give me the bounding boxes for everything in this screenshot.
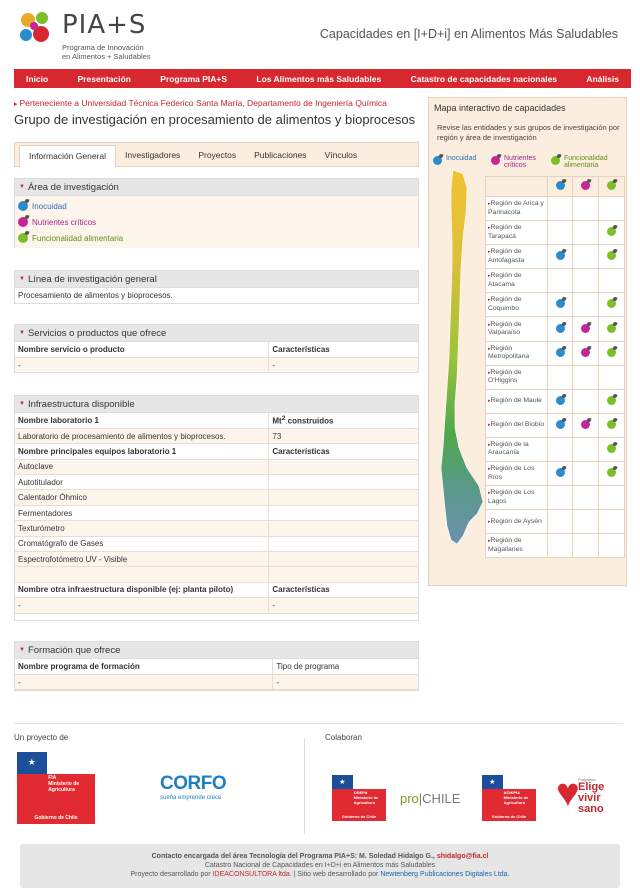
logo-title[interactable]: PIA+S [62,10,147,40]
funcionalidad-apple-icon[interactable] [607,348,616,357]
infra-col-caracteristicas: Características [269,444,418,459]
elige-vivir-sano-logo[interactable] [556,771,616,821]
catastro-line: Catastro Nacional de Capacidades en I+D+i en Alimentos más Saludables [204,862,436,869]
table-cell: - [269,598,418,613]
region-name[interactable] [486,197,548,221]
table-row [15,459,418,474]
region-cell-inocuidad [547,269,573,293]
region-name[interactable] [486,269,548,293]
inocuidad-apple-icon [556,181,565,190]
nav-catastro[interactable]: Catastro de capacidades nacionales [410,73,558,84]
footer-credits [20,844,620,888]
region-arrow-icon: ▸ [488,345,491,352]
inocuidad-apple-icon[interactable] [556,251,565,260]
table-cell: - [15,357,269,372]
table-cell: Espectrofotómetro UV - Visible [15,552,269,567]
region-table [485,176,625,558]
region-label[interactable]: Región de Arica y Parinacota [488,200,544,216]
collapse-triangle-icon: ▼ [19,276,25,282]
table-cell: - [15,598,269,613]
region-cell-inocuidad[interactable] [547,413,573,437]
region-cell-funcionalidad[interactable] [599,437,625,461]
achipia-gobierno-label: Gobierno de Chile [491,814,527,820]
region-cell-nutrientes [573,293,599,317]
region-cell-funcionalidad[interactable] [599,317,625,341]
region-cell-funcionalidad[interactable] [599,462,625,486]
region-label[interactable]: Región de Atacama [488,272,522,288]
heart-icon: ♥ [556,771,580,815]
region-cell-nutrientes [573,197,599,221]
fia-gobierno-label: Gobierno de Chile [34,815,78,822]
table-cell [269,475,418,490]
prochile-chile: |CHILE [418,791,461,806]
region-name[interactable] [486,486,548,510]
dev-mid: | Sitio web desarrollado por [293,871,379,878]
region-table-header [486,177,625,197]
region-label[interactable]: Región de Valparaíso [488,320,522,337]
infra-table [15,413,418,614]
linea-title: Línea de investigación general [27,273,157,285]
legend-label: Nutrientes críticos [504,155,536,169]
star-icon: ★ [27,757,36,768]
footer-divider [14,723,623,724]
table-cell: Autotitulador [15,475,269,490]
funcionalidad-apple-icon[interactable] [607,251,616,260]
contact-email-link[interactable]: shidalgo@fia.cl [436,853,489,860]
region-arrow-icon: ▸ [488,273,491,280]
region-name[interactable] [486,510,548,534]
region-label[interactable]: Región de Los Ríos [488,465,535,481]
tab-publicaciones[interactable]: Publicaciones [254,150,307,160]
area-title: Área de investigación [27,181,119,193]
region-row[interactable] [486,486,625,510]
region-cell-funcionalidad[interactable] [599,413,625,437]
header-inocuidad [547,177,573,197]
servicios-col-caracteristicas: Características [269,342,418,357]
odepa-gobierno-label: Gobierno de Chile [341,814,377,820]
nutrientes-apple-icon [18,217,28,227]
region-cell-nutrientes[interactable] [573,413,599,437]
site-title: Capacidades en [I+D+i] en Alimentos Más Saludables [319,27,618,41]
legend-label: Inocuidad [446,155,477,162]
nutrientes-apple-icon[interactable] [581,348,590,357]
region-name[interactable] [486,413,548,437]
region-cell-funcionalidad[interactable] [599,293,625,317]
tab-investigadores[interactable]: Investigadores [125,150,181,160]
table-row [15,357,418,372]
table-cell: Texturómetro [15,521,269,536]
table-cell: Calentador Óhmico [15,490,269,505]
star-icon: ★ [339,778,346,786]
region-cell-nutrientes [573,269,599,293]
region-arrow-icon: ▸ [488,225,491,232]
funcionalidad-apple-icon[interactable] [607,420,616,429]
table-cell [269,552,418,567]
region-name[interactable] [486,221,548,245]
header-funcionalidad [599,177,625,197]
region-row[interactable] [486,221,625,245]
region-row[interactable] [486,245,625,269]
region-row[interactable] [486,534,625,558]
region-name[interactable] [486,365,548,389]
region-cell-nutrientes[interactable] [573,317,599,341]
table-cell: Cromatógrafo de Gases [15,536,269,551]
table-cell: Fermentadores [15,505,269,520]
formacion-table [15,659,418,690]
region-cell-funcionalidad[interactable] [599,389,625,413]
colaboran-label: Colaboran [325,733,362,742]
region-cell-funcionalidad[interactable] [599,341,625,365]
region-label[interactable]: Región de Tarapacá [488,224,522,240]
region-arrow-icon: ▸ [488,249,491,256]
collapse-triangle-icon: ▼ [19,401,25,407]
region-cell-nutrientes [573,245,599,269]
region-row[interactable] [486,462,625,486]
region-cell-nutrientes [573,510,599,534]
region-cell-inocuidad [547,197,573,221]
funcionalidad-apple-icon[interactable] [607,299,616,308]
region-arrow-icon: ▸ [488,538,491,545]
nav-programa[interactable]: Programa PIA+S [160,73,228,84]
region-cell-inocuidad[interactable] [547,389,573,413]
region-label[interactable]: Región de la Araucanía [488,440,529,457]
fia-logo[interactable] [17,752,95,824]
odepa-logo[interactable] [332,775,386,821]
inocuidad-apple-icon[interactable] [556,468,565,477]
region-row[interactable] [486,317,625,341]
nutrientes-apple-icon[interactable] [581,324,590,333]
region-row[interactable] [486,341,625,365]
breadcrumb[interactable] [14,98,387,108]
region-label[interactable]: Región de O'Higgins [488,368,522,385]
area-section [14,178,419,248]
table-cell [15,567,269,582]
chile-territory[interactable] [441,170,483,544]
linea-value: Procesamiento de alimentos y bioprocesos. [15,288,418,303]
region-cell-inocuidad[interactable] [547,317,573,341]
infra-col-m2 [269,413,418,428]
servicios-header[interactable] [15,325,418,342]
map-legend [433,155,625,169]
area-item-label: Funcionalidad alimentaria [32,233,124,243]
footer-vertical-divider [304,738,305,834]
region-cell-inocuidad[interactable] [547,341,573,365]
elige-line-1: Elige [578,781,605,793]
logo-subtitle-line-1: Programa de Innovación [62,43,144,52]
table-cell [269,490,418,505]
region-arrow-icon: ▸ [488,490,491,497]
region-cell-inocuidad [547,486,573,510]
contact-text: Contacto encargada del área Tecnología del Programa PIA+S: M. Soledad Hidalgo G., [151,853,435,860]
infra-col-equipos: Nombre principales equipos laboratorio 1 [15,444,269,459]
region-name[interactable] [486,462,548,486]
region-row[interactable] [486,413,625,437]
region-arrow-icon: ▸ [488,466,491,473]
region-cell-nutrientes [573,221,599,245]
header-nutrientes [573,177,599,197]
region-cell-funcionalidad [599,534,625,558]
region-label[interactable]: Región de Antofagasta [488,248,525,264]
pias-logo-icon[interactable] [16,8,56,48]
region-cell-inocuidad [547,510,573,534]
servicios-col-nombre: Nombre servicio o producto [15,342,269,357]
region-label[interactable]: Región de Maule [490,397,542,405]
table-row [15,674,418,689]
table-cell: Autoclave [15,459,269,474]
developer-line [20,870,620,879]
table-cell: Laboratorio de procesamiento de alimentos y bioprocesos. [15,428,269,443]
region-cell-nutrientes [573,365,599,389]
region-cell-funcionalidad[interactable] [599,221,625,245]
area-item-inocuidad [15,198,418,214]
collapse-triangle-icon: ▼ [19,184,25,190]
region-row[interactable] [486,389,625,413]
legend-label: Funcionalidad alimentaria [564,155,608,169]
region-arrow-icon: ▸ [488,398,491,405]
funcionalidad-apple-icon[interactable] [607,444,616,453]
funcionalidad-apple-icon[interactable] [607,324,616,333]
servicios-table [15,342,418,373]
region-cell-funcionalidad [599,365,625,389]
linea-header[interactable] [15,271,418,288]
m2-superscript: 2 [281,415,286,423]
table-cell [269,521,418,536]
dev-pre: Proyecto desarrollado por [130,871,211,878]
linea-section [14,270,419,304]
region-arrow-icon: ▸ [488,441,491,448]
region-name[interactable] [486,245,548,269]
region-row[interactable] [486,293,625,317]
tab-bar [14,142,419,167]
map-title: Mapa interactivo de capacidades [434,103,566,113]
region-label[interactable]: Región del Biobío [490,421,545,429]
table-cell [269,536,418,551]
proyecto-label: Un proyecto de [14,733,69,742]
odepa-logo-name: ODEPA Ministerio de Agricultura [353,789,379,805]
prochile-logo[interactable] [400,791,460,806]
infra-col-otra-caracteristicas: Características [269,582,418,597]
table-row [15,475,418,490]
area-body [15,196,418,248]
map-legend-nutrientes[interactable] [491,155,551,169]
area-header[interactable] [15,179,418,196]
chile-map[interactable] [433,168,489,548]
region-arrow-icon: ▸ [488,321,491,328]
region-row[interactable] [486,437,625,461]
region-label[interactable]: Región de Aysén [490,517,542,525]
table-cell [269,459,418,474]
region-cell-nutrientes[interactable] [573,341,599,365]
table-cell: - [269,357,418,372]
logo-subtitle [62,43,182,61]
funcionalidad-apple-icon [18,233,28,243]
table-row [15,505,418,520]
nav-presentacion[interactable]: Presentación [77,73,131,84]
funcionalidad-apple-icon [551,156,560,165]
inocuidad-apple-icon[interactable] [556,299,565,308]
region-arrow-icon: ▸ [488,201,491,208]
region-row[interactable] [486,510,625,534]
nutrientes-apple-icon [581,181,590,190]
funcionalidad-apple-icon[interactable] [607,396,616,405]
area-item-label: Nutrientes críticos [32,217,97,227]
region-cell-nutrientes [573,437,599,461]
region-row[interactable] [486,197,625,221]
contact-line [20,852,620,861]
inocuidad-apple-icon [18,201,28,211]
table-cell: 73 [269,428,418,443]
region-cell-funcionalidad [599,269,625,293]
inocuidad-apple-icon [433,156,442,165]
region-cell-nutrientes [573,534,599,558]
region-name[interactable] [486,293,548,317]
region-cell-inocuidad [547,221,573,245]
collapse-triangle-icon: ▼ [19,647,25,653]
corfo-logo[interactable]: CORFO [160,773,227,794]
inocuidad-apple-icon[interactable] [556,396,565,405]
region-name[interactable] [486,534,548,558]
funcionalidad-apple-icon[interactable] [607,227,616,236]
elige-line-2: vivir [578,792,601,804]
nav-alimentos[interactable]: Los Alimentos más Saludables [256,73,382,84]
table-row [15,490,418,505]
area-item-nutrientes [15,214,418,230]
region-name[interactable] [486,317,548,341]
map-legend-inocuidad[interactable] [433,155,491,169]
servicios-title: Servicios o productos que ofrece [27,327,167,339]
region-cell-inocuidad[interactable] [547,245,573,269]
region-cell-inocuidad [547,437,573,461]
formacion-col-nombre: Nombre programa de formación [15,659,273,674]
elige-text [578,777,604,815]
ideaconsultora-link[interactable]: IDEACONSULTORA ltda. [212,871,292,878]
region-name[interactable] [486,389,548,413]
region-cell-funcionalidad[interactable] [599,245,625,269]
region-row[interactable] [486,269,625,293]
formacion-header[interactable] [15,642,418,659]
region-cell-funcionalidad [599,486,625,510]
infra-col-otra: Nombre otra infraestructura disponible (ej: planta piloto) [15,582,269,597]
table-row [15,567,418,582]
map-description: Revise las entidades y sus grupos de investigación por región y área de investigación [437,123,620,142]
m2-label-suffix: construidos [285,416,334,426]
table-cell: - [273,674,418,689]
main-nav [14,69,631,88]
infra-title: Infraestructura disponible [27,398,135,410]
formacion-section [14,641,419,691]
infra-header[interactable] [15,396,418,413]
region-name[interactable] [486,341,548,365]
tab-proyectos[interactable]: Proyectos [198,150,237,160]
inocuidad-apple-icon[interactable] [556,324,565,333]
funcionalidad-apple-icon [607,181,616,190]
region-cell-inocuidad [547,534,573,558]
region-arrow-icon: ▸ [488,422,491,429]
header [0,0,640,68]
funcionalidad-apple-icon[interactable] [607,468,616,477]
nutrientes-apple-icon [491,156,500,165]
prochile-pro: pro [400,791,419,806]
breadcrumb-arrow-icon: ▸ [14,101,20,108]
table-cell [269,505,418,520]
nutrientes-apple-icon[interactable] [581,420,590,429]
header-blank [486,177,548,197]
fia-logo-name: FIA Ministerio de Agricultura [48,775,80,794]
table-row [15,598,418,613]
table-row [15,428,418,443]
region-label[interactable]: Región de Magallanes [488,537,523,553]
achipia-logo[interactable] [482,775,536,821]
region-cell-funcionalidad [599,510,625,534]
star-icon: ★ [489,778,496,786]
breadcrumb-text[interactable]: Perteneciente a Universidad Técnica Federico Santa María, Departamento de Ingeniería Química [19,98,387,108]
inocuidad-apple-icon[interactable] [556,420,565,429]
collapse-triangle-icon: ▼ [19,330,25,336]
m2-label: Mt [272,416,282,426]
region-cell-nutrientes [573,486,599,510]
elige-pre: Programa [578,777,596,782]
region-name[interactable] [486,437,548,461]
region-cell-inocuidad[interactable] [547,293,573,317]
region-cell-nutrientes [573,389,599,413]
area-item-funcionalidad [15,230,418,246]
table-row [15,521,418,536]
region-label[interactable]: Región Metropolitana [488,344,530,361]
table-cell [269,567,418,582]
page-title: Grupo de investigación en procesamiento de alimentos y bioprocesos [14,112,416,127]
region-cell-inocuidad[interactable] [547,462,573,486]
map-legend-funcionalidad[interactable] [551,155,623,169]
region-label[interactable]: Región de Coquimbo [488,296,522,312]
table-row [15,552,418,567]
logo-subtitle-line-2: en Alimentos + Saludables [62,52,151,61]
formacion-col-tipo: Tipo de programa [273,659,418,674]
nav-inicio[interactable]: Inicio [26,73,49,84]
tab-vinculos[interactable]: Vínculos [324,150,358,160]
area-item-label: Inocuidad [32,201,67,211]
table-cell: - [15,674,273,689]
corfo-tagline: sueña emprende crece [160,795,222,801]
region-cell-nutrientes [573,462,599,486]
elige-line-3: sano [578,803,604,815]
nav-analisis[interactable]: Análisis [586,73,619,84]
table-row [15,536,418,551]
achipia-logo-name: ACHIPIA Ministerio de Agricultura [503,789,529,805]
region-cell-inocuidad [547,365,573,389]
infra-section [14,395,419,621]
tab-informacion-general[interactable]: Información General [19,145,116,167]
newtenberg-link[interactable]: Newtenberg Publicaciones Digitales Ltda. [380,871,510,878]
region-cell-funcionalidad [599,197,625,221]
region-arrow-icon: ▸ [488,369,491,376]
region-arrow-icon: ▸ [488,297,491,304]
region-arrow-icon: ▸ [488,518,491,525]
region-row[interactable] [486,365,625,389]
inocuidad-apple-icon[interactable] [556,348,565,357]
servicios-section [14,324,419,373]
infra-col-laboratorio: Nombre laboratorio 1 [15,413,269,428]
region-label[interactable]: Región de Los Lagos [488,489,535,505]
map-panel [428,97,627,586]
formacion-title: Formación que ofrece [27,644,121,656]
